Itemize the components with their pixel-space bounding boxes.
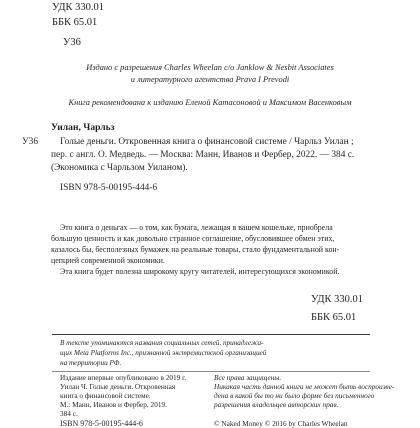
udk-code-bottom: УДК 330.01 bbox=[311, 294, 364, 305]
catalog-entry-line: Голые деньги. Откровенная книга о финансовой системе / Чарльз Уилан ; bbox=[60, 137, 354, 147]
udk-code-top: УДК 330.01 bbox=[52, 2, 105, 13]
previous-edition-line: М.: Манн, Иванов и Фербер, 2019. bbox=[60, 400, 167, 409]
catalog-entry-line: пер. с англ. О. Медведь. — Москва: Манн, Иванов и Фербер, 2022. — 384 с. bbox=[51, 150, 355, 160]
rights-reserved-line: разрешения владельцев авторских прав. bbox=[214, 400, 339, 409]
rights-note-line-1: Издано с разрешения Charles Wheelan c/o Janklow & Nesbit Associates bbox=[86, 63, 334, 72]
previous-edition-line: 384 с. bbox=[60, 409, 78, 418]
abstract-line: Это книга о деньгах — о том, как бумага, лежащая в вашем кошельке, приобрела bbox=[60, 223, 333, 232]
footer-isbn: ISBN 978-5-00195-444-6 bbox=[60, 419, 143, 428]
rights-note-line-2: и литературного агентства Prava I Prevodi bbox=[130, 75, 290, 84]
previous-edition-line: Издание впервые опубликовано в 2019 г. bbox=[60, 373, 187, 382]
catalog-author-mark: У36 bbox=[22, 137, 39, 147]
author-heading: Уилан, Чарльз bbox=[51, 122, 115, 133]
rights-reserved-line: Все права защищены. bbox=[214, 373, 282, 382]
bbk-code-bottom: ББК 65.01 bbox=[311, 312, 357, 323]
previous-edition-line: книга о финансовой системе. bbox=[60, 391, 151, 400]
social-note-line: на территории РФ. bbox=[60, 359, 122, 367]
previous-edition-line: Уилан Ч. Голые деньги. Откровенная bbox=[60, 382, 176, 391]
catalog-isbn: ISBN 978-5-00195-444-6 bbox=[60, 183, 158, 193]
author-mark-top: У36 bbox=[63, 37, 81, 48]
abstract-line: казалось бы, бесполезных бумажек на реальные товары, стало фундаментальной кон- bbox=[51, 245, 340, 254]
abstract-line: цепцией современной экономики. bbox=[51, 256, 165, 265]
catalog-entry-line: (Экономика с Чарльзом Уиланом). bbox=[51, 163, 188, 173]
thin-divider bbox=[52, 371, 370, 372]
social-note-line: В тексте упоминаются названия социальных сетей, принадлежа- bbox=[60, 339, 264, 347]
bbk-code-top: ББК 65.01 bbox=[52, 17, 98, 28]
rights-reserved-line: Никакая часть данной книги не может быть воспроизве- bbox=[214, 382, 395, 391]
social-note-line: щих Meta Platforms Inc., признанной экстремистской организацией bbox=[60, 349, 267, 357]
rights-reserved-line: дена в какой бы то ни было форме без письменного bbox=[214, 391, 375, 400]
section-divider bbox=[52, 334, 370, 335]
footer-copyright-line: © Naked Money © 2016 by Charles Wheelan bbox=[214, 419, 348, 428]
abstract-line: большую ценность и как довольно странное соглашение, обусловившее обмен этих, bbox=[51, 234, 335, 243]
abstract-line: Эта книга будет полезна широкому кругу читателей, интересующихся экономикой. bbox=[60, 267, 340, 276]
recommendation-note: Книга рекомендована к изданию Еленой Катасоновой и Максимом Васенковым bbox=[68, 98, 352, 107]
